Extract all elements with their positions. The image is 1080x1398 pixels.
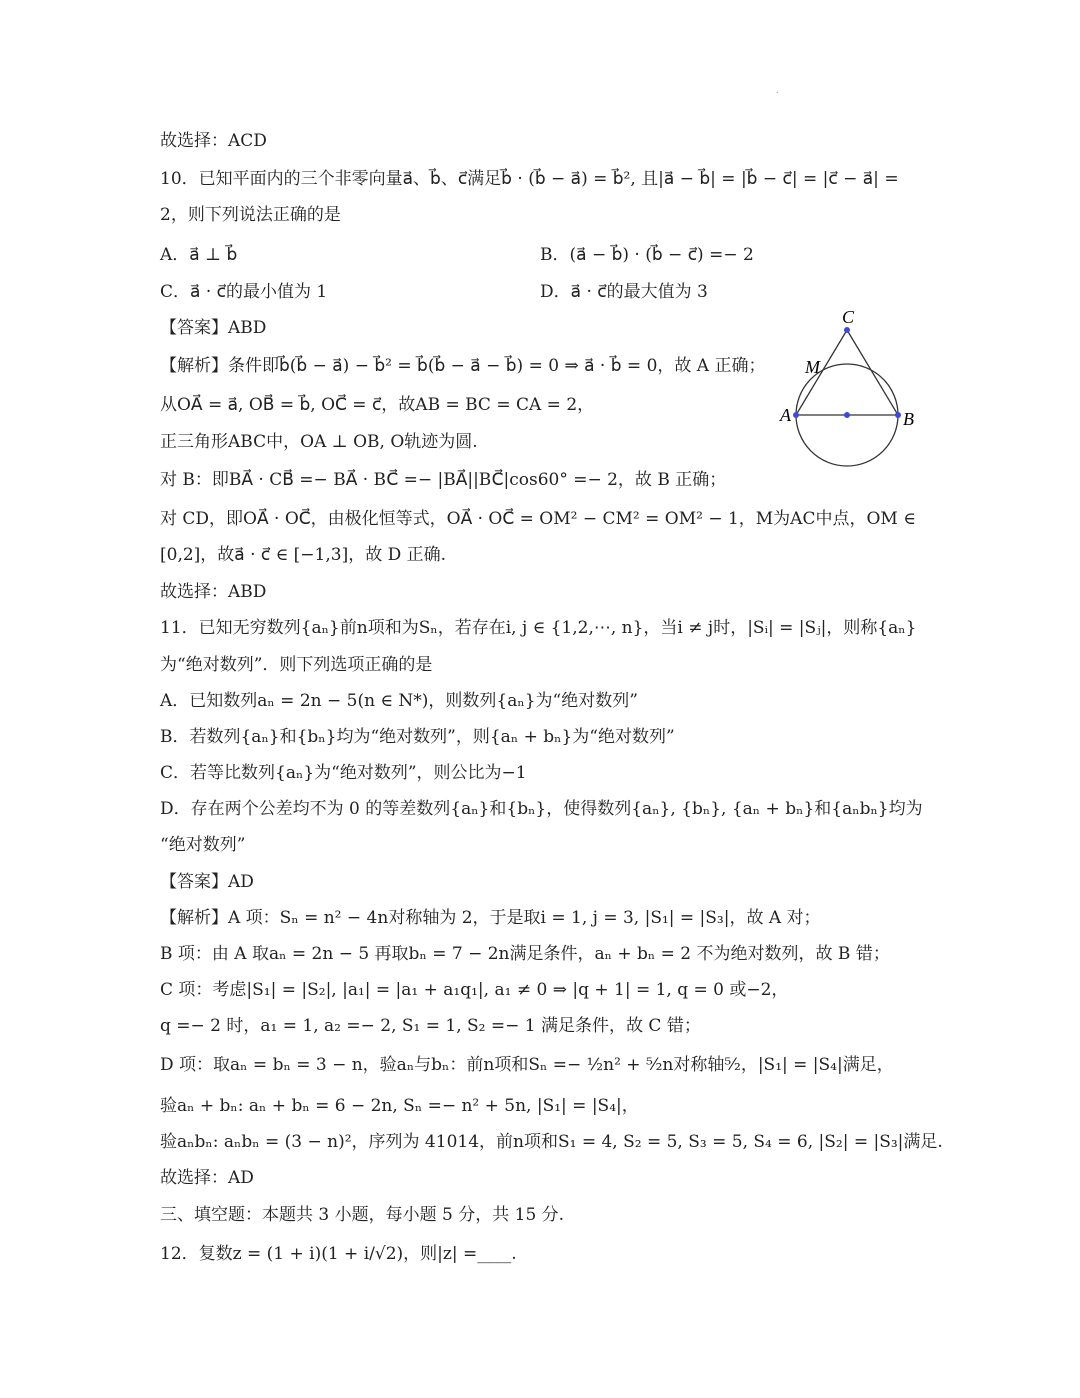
text-line: 2，则下列说法正确的是 [160, 205, 341, 225]
triangle-circle-figure [770, 305, 930, 475]
text-line: 【解析】A 项：Sₙ = n² − 4n对称轴为 2，于是取i = 1, j = 3, |S₁| = |S₃|，故 A 对； [160, 908, 821, 928]
text-line: C．若等比数列{aₙ}为“绝对数列”，则公比为−1 [160, 763, 527, 783]
text-line: D．存在两个公差均不为 0 的等差数列{aₙ}和{bₙ}，使得数列{aₙ}, {bₙ}, {aₙ + bₙ}和{aₙbₙ}均为 [160, 799, 923, 819]
text-line: C 项：考虑|S₁| = |S₂|, |a₁| = |a₁ + a₁q₁|, a₁ ≠ 0 ⇒ |q + 1| = 1, q = 0 或−2， [160, 980, 789, 1000]
text-line: 【解析】条件即b⃗(b⃗ − a⃗) − b⃗² = b⃗(b⃗ − a⃗ − b⃗) = 0 ⇒ a⃗ · b⃗ = 0，故 A 正确； [160, 356, 766, 376]
text-line: “绝对数列” [160, 835, 246, 855]
text-line: D．a⃗ · c⃗的最大值为 3 [540, 282, 708, 302]
text-line: 【答案】ABD [160, 318, 267, 338]
top-dot: . [776, 86, 779, 95]
text-line: 从OA⃗ = a⃗, OB⃗ = b⃗, OC⃗ = c⃗，故AB = BC = CA = 2， [160, 395, 595, 415]
text-line: D 项：取aₙ = bₙ = 3 − n，验aₙ与bₙ：前n项和Sₙ =− ½n² + ⁵⁄₂n对称轴⁵⁄₂，|S₁| = |S₄|满足， [160, 1055, 894, 1075]
text-line: 正三角形ABC中，OA ⊥ OB, O轨迹为圆. [160, 432, 478, 452]
side-ac [796, 330, 847, 415]
text-line: 验aₙ + bₙ: aₙ + bₙ = 6 − 2n, Sₙ =− n² + 5n, |S₁| = |S₄|， [160, 1096, 639, 1116]
label-m: M [805, 357, 820, 377]
label-c: C [842, 307, 855, 327]
point-o [844, 412, 850, 418]
text-line: B 项：由 A 取aₙ = 2n − 5 再取bₙ = 7 − 2n满足条件，aₙ + bₙ = 2 不为绝对数列，故 B 错； [160, 944, 890, 964]
text-line: 对 B：即BA⃗ · CB⃗ =− BA⃗ · BC⃗ =− |BA⃗||BC⃗|cos60° =− 2，故 B 正确； [160, 470, 727, 490]
label-a: A [780, 405, 791, 425]
text-line: 对 CD，即OA⃗ · OC⃗，由极化恒等式，OA⃗ · OC⃗ = OM² − CM² = OM² − 1，M为AC中点，OM ∈ [160, 509, 916, 529]
text-line: A．已知数列aₙ = 2n − 5(n ∈ N*)，则数列{aₙ}为“绝对数列” [160, 691, 638, 711]
text-line: q =− 2 时，a₁ = 1, a₂ =− 2, S₁ = 1, S₂ =− 1 满足条件，故 C 错； [160, 1016, 701, 1036]
text-line: 故选择：ABD [160, 582, 267, 602]
label-b: B [903, 409, 914, 429]
text-line: 10．已知平面内的三个非零向量a⃗、b⃗、c⃗满足b⃗ · (b⃗ − a⃗) = b⃗², 且|a⃗ − b⃗| = |b⃗ − c⃗| = |c⃗ − a⃗| = [160, 169, 899, 189]
text-line: 故选择：AD [160, 1168, 254, 1188]
text-line: A．a⃗ ⊥ b⃗ [160, 245, 238, 265]
text-line: 三、填空题：本题共 3 小题，每小题 5 分，共 15 分. [160, 1205, 565, 1225]
text-line: 11．已知无穷数列{aₙ}前n项和为Sₙ，若存在i, j ∈ {1,2,⋯, n}，当i ≠ j时，|Sᵢ| = |Sⱼ|，则称{aₙ} [160, 618, 917, 638]
text-line: C．a⃗ · c⃗的最小值为 1 [160, 282, 328, 302]
text-line: [0,2]，故a⃗ · c⃗ ∈ [−1,3]，故 D 正确. [160, 545, 447, 565]
text-line: B．(a⃗ − b⃗) · (b⃗ − c⃗) =− 2 [540, 245, 754, 265]
text-line: B．若数列{aₙ}和{bₙ}均为“绝对数列”，则{aₙ + bₙ}为“绝对数列” [160, 727, 675, 747]
text-line: 故选择：ACD [160, 131, 267, 151]
point-a [793, 412, 799, 418]
text-line: 验aₙbₙ: aₙbₙ = (3 − n)²，序列为 41014，前n项和S₁ = 4, S₂ = 5, S₃ = 5, S₄ = 6, |S₂| = |S₃|满足. [160, 1132, 943, 1152]
side-bc [847, 330, 898, 415]
text-line: 12．复数z = (1 + i)(1 + i/√2)，则|z| =____. [160, 1244, 517, 1264]
text-line: 【答案】AD [160, 872, 254, 892]
point-b [895, 412, 901, 418]
point-c [844, 327, 850, 333]
text-line: 为“绝对数列”．则下列选项正确的是 [160, 655, 433, 675]
